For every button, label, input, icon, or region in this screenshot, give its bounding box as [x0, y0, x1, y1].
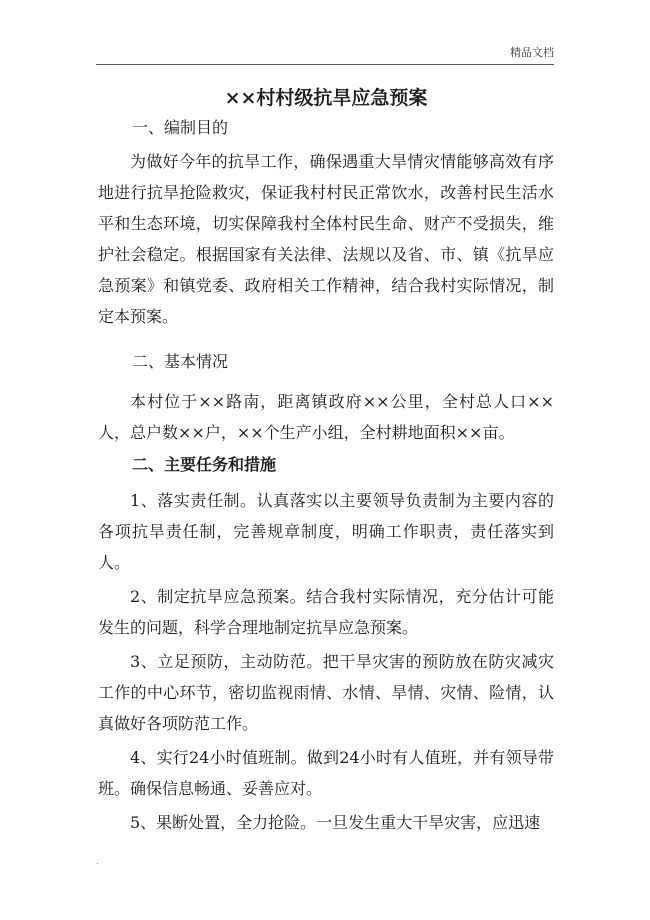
- section-heading-basic-info: 二、基本情况: [132, 352, 229, 371]
- footer-mark: .: [96, 856, 100, 867]
- document-body: [98, 82, 554, 838]
- task-item: 2、制定抗旱应急预案。结合我村实际情况，充分估计可能发生的问题，科学合理地制定抗旱应急预案。: [98, 587, 554, 637]
- task-item: 3、立足预防，主动防范。把干旱灾害的预防放在防灾减灾工作的中心环节，密切监视雨情、水情、旱情、灾情、险情，认真做好各项防范工作。: [98, 652, 554, 733]
- header-rule: [96, 64, 554, 65]
- task-item: 1、落实责任制。认真落实以主要领导负责制为主要内容的各项抗旱责任制，完善规章制度，明确工作职责，责任落实到人。: [98, 491, 554, 572]
- section-body-purpose: 为做好今年的抗旱工作，确保遇重大旱情灾情能够高效有序地进行抗旱抢险救灾，保证我村村民正常饮水，改善村民生活水平和生态环境，切实保障我村全体村民生命、财产不受损失，维护社会稳定。根据国家有关法律、法规以及省、市、镇《抗旱应急预案》和镇党委、政府相关工作精神，结合我村实际情况，制定本预案。: [98, 152, 554, 326]
- section-heading-purpose: 一、编制目的: [132, 118, 229, 137]
- section-body-basic-info: 本村位于××路南，距离镇政府××公里，全村总人口××人，总户数××户，××个生产小组，全村耕地面积××亩。: [98, 392, 554, 442]
- header-label: 精品文档: [510, 46, 554, 59]
- task-item: 4、实行24小时值班制。做到24小时有人值班，并有领导带班。确保信息畅通、妥善应对。: [98, 748, 554, 798]
- document-title: ××村村级抗旱应急预案: [224, 87, 428, 109]
- task-item: 5、果断处置，全力抢险。一旦发生重大干旱灾害，应迅速: [130, 813, 541, 832]
- section-heading-tasks: 二、主要任务和措施: [132, 455, 277, 474]
